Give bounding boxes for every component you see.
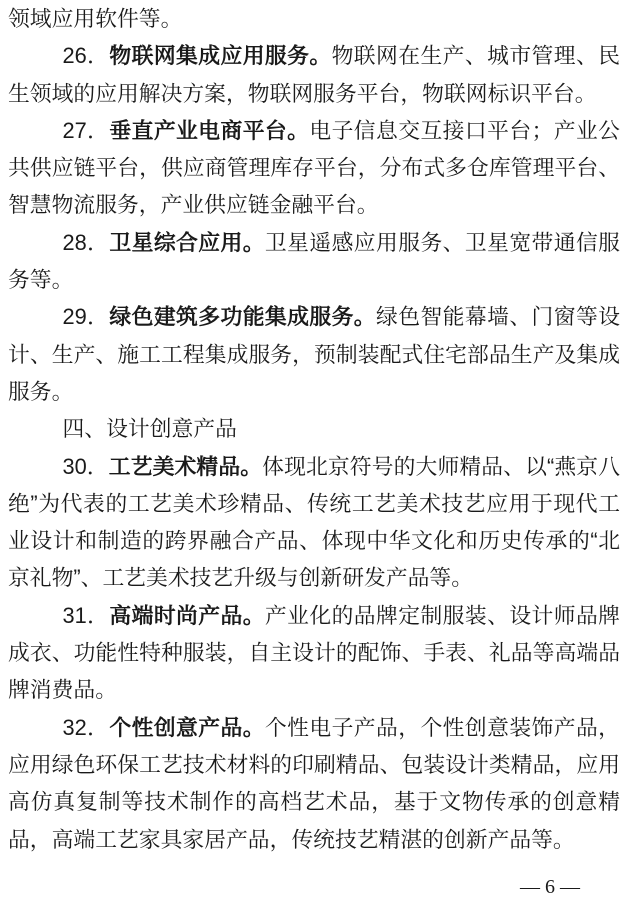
item-number: 32． bbox=[62, 714, 110, 740]
item-title: 个性创意产品。 bbox=[109, 714, 265, 740]
item-27 bbox=[8, 112, 620, 224]
item-number: 27． bbox=[62, 117, 110, 143]
document-body bbox=[8, 0, 620, 858]
item-32 bbox=[8, 709, 620, 858]
item-body: 卫星遥感应用服务、卫星宽带通信服务等。 bbox=[8, 229, 620, 293]
item-body: 个性电子产品，个性创意装饰产品，应用绿色环保工艺技术材料的印刷精品、包装设计类精品，应用高仿真复制等技术制作的高档艺术品，基于文物传承的创意精品，高端工艺家具家居产品，传统技艺精湛的创新产品等。 bbox=[8, 714, 620, 852]
item-26 bbox=[8, 37, 620, 112]
item-28 bbox=[8, 224, 620, 299]
item-number: 28． bbox=[62, 229, 110, 255]
page-number: — 6 — bbox=[520, 876, 580, 898]
item-31 bbox=[8, 597, 620, 709]
item-body: 产业化的品牌定制服装、设计师品牌成衣、功能性特种服装，自主设计的配饰、手表、礼品等高端品牌消费品。 bbox=[8, 602, 620, 703]
item-30 bbox=[8, 448, 620, 597]
item-body: 电子信息交互接口平台；产业公共供应链平台，供应商管理库存平台，分布式多仓库管理平台、智慧物流服务，产业供应链金融平台。 bbox=[8, 117, 620, 218]
item-body: 体现北京符号的大师精品、以“燕京八绝”为代表的工艺美术珍精品、传统工艺美术技艺应用于现代工业设计和制造的跨界融合产品、体现中华文化和历史传承的“北京礼物”、工艺美术技艺升级与创新研发产品等。 bbox=[8, 453, 620, 591]
item-title: 垂直产业电商平台。 bbox=[109, 117, 310, 143]
item-number: 31． bbox=[62, 602, 110, 628]
item-number: 30． bbox=[62, 453, 109, 479]
item-title: 绿色建筑多功能集成服务。 bbox=[109, 304, 377, 330]
item-title: 高端时尚产品。 bbox=[109, 602, 265, 628]
continuation-text: 领域应用软件等。 bbox=[8, 6, 183, 31]
section-heading: 四、设计创意产品 bbox=[62, 416, 237, 442]
item-29 bbox=[8, 298, 620, 410]
item-body: 绿色智能幕墙、门窗等设计、生产、施工工程集成服务，预制装配式住宅部品生产及集成服务。 bbox=[8, 304, 620, 404]
item-number: 26． bbox=[62, 43, 110, 69]
item-title: 工艺美术精品。 bbox=[108, 453, 263, 479]
item-number: 29． bbox=[62, 304, 110, 330]
item-title: 卫星综合应用。 bbox=[109, 229, 265, 255]
item-title: 物联网集成应用服务。 bbox=[109, 43, 332, 69]
item-body: 物联网在生产、城市管理、民生领域的应用解决方案，物联网服务平台，物联网标识平台。 bbox=[8, 43, 620, 106]
